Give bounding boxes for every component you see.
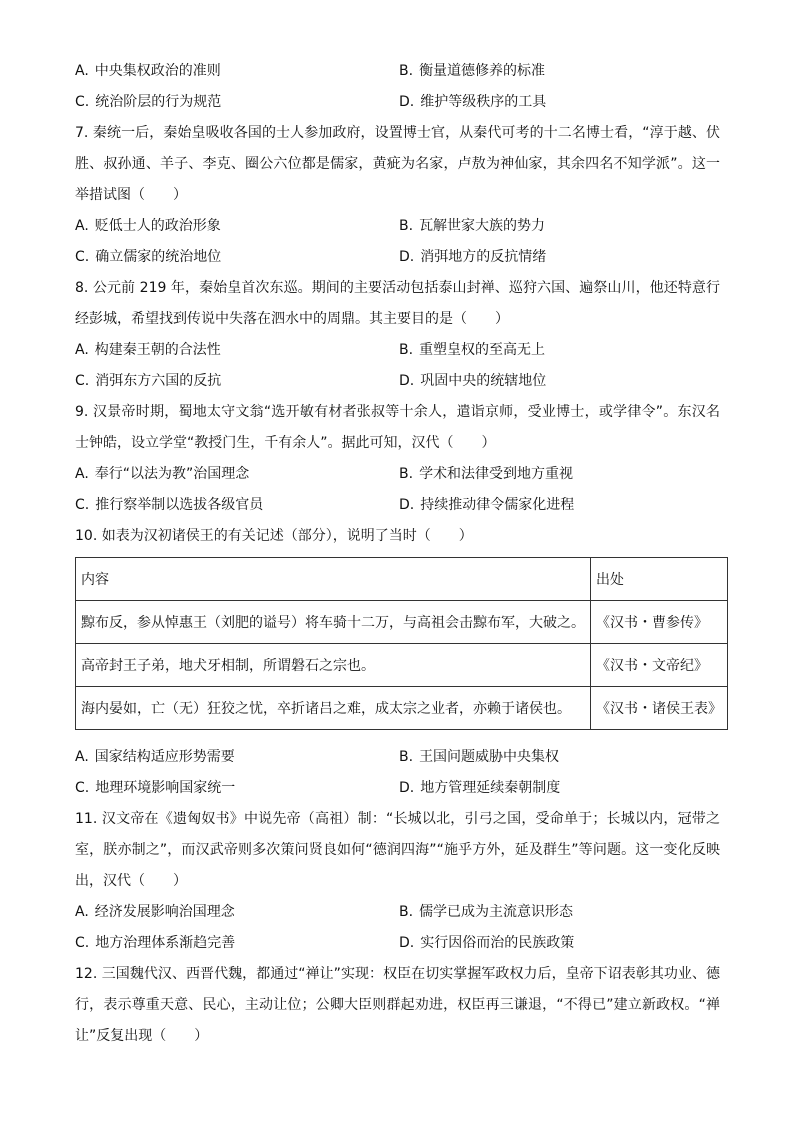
- q9-option-c: C. 推行察举制以选拔各级官员: [75, 497, 264, 513]
- q10-options: [75, 742, 720, 804]
- q10-option-b: B. 王国问题威胁中央集权: [399, 749, 560, 765]
- table-header-source: 出处: [591, 558, 728, 601]
- q10-stem: 10. 如表为汉初诸侯王的有关记述（部分），说明了当时（ ）: [75, 528, 473, 544]
- table-row: [76, 644, 728, 687]
- q11-options: [75, 897, 720, 959]
- q10-option-a: A. 国家结构适应形势需要: [75, 749, 235, 765]
- q8-option-c: C. 消弭东方六国的反抗: [75, 373, 222, 389]
- q6-option-c: C. 统治阶层的行为规范: [75, 94, 222, 110]
- q8-option-b: B. 重塑皇权的至高无上: [399, 342, 546, 358]
- table-header-row: [76, 558, 728, 601]
- q12-stem: 12. 三国魏代汉、西晋代魏，都通过“禅让”实现：权臣在切实掌握军政权力后，皇帝下诏表彰其功业、德行，表示尊重天意、民心，主动让位；公卿大臣则群起劝进，权臣再三谦退，“不得已”建立新政权。“禅让”反复出现（ ）: [75, 966, 720, 1044]
- q6-option-d: D. 维护等级秩序的工具: [399, 94, 547, 110]
- q9-option-a: A. 奉行“以法为教”治国理念: [75, 466, 250, 482]
- table-cell-source: 《汉书・曹参传》: [591, 601, 728, 644]
- q7-option-a: A. 贬低士人的政治形象: [75, 218, 221, 234]
- q7-options: [75, 211, 720, 273]
- q8-option-a: A. 构建秦王朝的合法性: [75, 342, 221, 358]
- q11-stem: 11. 汉文帝在《遗匈奴书》中说先帝（高祖）制：“长城以北，引弓之国，受命单于；长城以内，冠带之室，朕亦制之”，而汉武帝则多次策问贤良如何“德润四海”“施乎方外，延及群生”等问题。这一变化反映出，汉代（ ）: [75, 811, 720, 889]
- exam-page: [75, 60, 720, 1052]
- q10-option-c: C. 地理环境影响国家统一: [75, 780, 236, 796]
- table-header-content: 内容: [76, 558, 591, 601]
- q6-option-b: B. 衡量道德修养的标准: [399, 63, 546, 79]
- q8-stem: 8. 公元前 219 年，秦始皇首次东巡。期间的主要活动包括泰山封禅、巡狩六国、遍祭山川，他还特意行经彭城，希望找到传说中失落在泗水中的周鼎。其主要目的是（ ）: [75, 280, 720, 327]
- q11-option-a: A. 经济发展影响治国理念: [75, 904, 235, 920]
- q9-option-b: B. 学术和法律受到地方重视: [399, 466, 574, 482]
- q6-options: [75, 56, 720, 118]
- table-cell-content: 高帝封王子弟，地犬牙相制，所谓磐石之宗也。: [76, 644, 591, 687]
- table-cell-content: 黥布反，参从悼惠王（刘肥的谥号）将车骑十二万，与高祖会击黥布军，大破之。: [76, 601, 591, 644]
- q10-option-d: D. 地方管理延续秦朝制度: [399, 780, 561, 796]
- table-cell-source: 《汉书・诸侯王表》: [591, 687, 728, 730]
- table-row: [76, 601, 728, 644]
- q8-option-d: D. 巩固中央的统辖地位: [399, 373, 547, 389]
- q9-options: [75, 459, 720, 521]
- table-cell-source: 《汉书・文帝纪》: [591, 644, 728, 687]
- q7-option-b: B. 瓦解世家大族的势力: [399, 218, 546, 234]
- q9-option-d: D. 持续推动律令儒家化进程: [399, 497, 575, 513]
- q9-stem: 9. 汉景帝时期，蜀地太守文翁“选开敏有材者张叔等十余人，遣诣京师，受业博士，或学律令”。东汉名士钟皓，设立学堂“教授门生，千有余人”。据此可知，汉代（ ）: [75, 404, 720, 451]
- q7-stem: 7. 秦统一后，秦始皇吸收各国的士人参加政府，设置博士官，从秦代可考的十二名博士看，“淳于越、伏胜、叔孙通、羊子、李克、圈公六位都是儒家，黄疵为名家，卢敖为神仙家，其余四名不知学派”。这一举措试图（ ）: [75, 125, 720, 203]
- q6-option-a: A. 中央集权政治的准则: [75, 63, 221, 79]
- table-row: [76, 687, 728, 730]
- q11-option-b: B. 儒学已成为主流意识形态: [399, 904, 574, 920]
- q8-options: [75, 335, 720, 397]
- q7-option-c: C. 确立儒家的统治地位: [75, 249, 222, 265]
- q10-source-table: [75, 557, 728, 730]
- q7-option-d: D. 消弭地方的反抗情绪: [399, 249, 547, 265]
- table-cell-content: 海内晏如，亡（无）狂狡之忧，卒折诸吕之难，成太宗之业者，亦赖于诸侯也。: [76, 687, 591, 730]
- q11-option-c: C. 地方治理体系渐趋完善: [75, 935, 236, 951]
- q11-option-d: D. 实行因俗而治的民族政策: [399, 935, 575, 951]
